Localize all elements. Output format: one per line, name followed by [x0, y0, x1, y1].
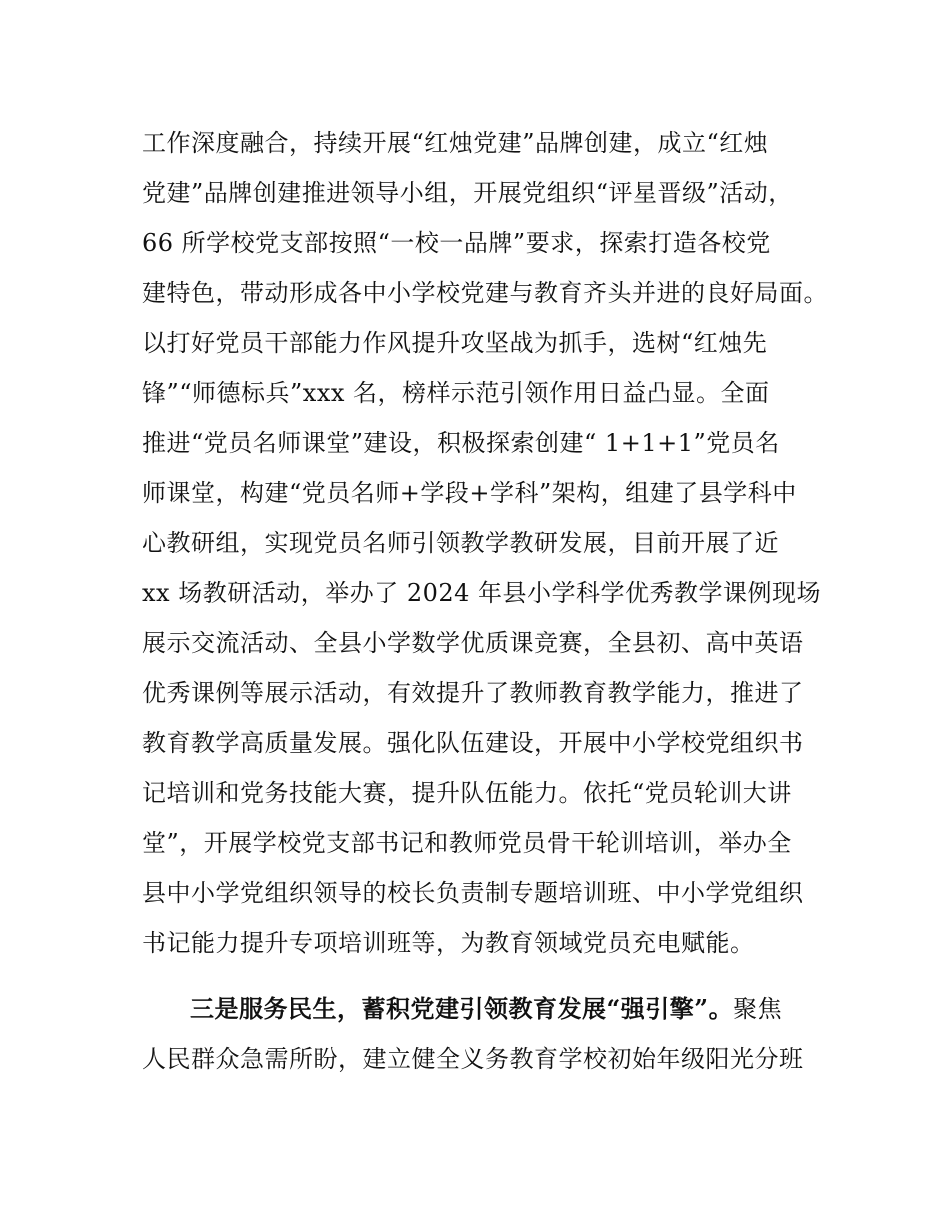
paragraph-line: 66 所学校党支部按照“一校一品牌”要求，探索打造各校党 — [142, 229, 771, 257]
paragraph-line: 党建”品牌创建推进领导小组，开展党组织“评星晋级”活动， — [142, 179, 793, 207]
paragraph-line: 记培训和党务技能大赛，提升队伍能力。依托“党员轮训大讲 — [142, 779, 792, 807]
paragraph-line: 人民群众急需所盼，建立健全义务教育学校初始年级阳光分班 — [142, 1045, 804, 1073]
paragraph-line: 展示交流活动、全县小学数学优质课竞赛，全县初、高中英语 — [142, 629, 804, 657]
section-heading: 三是服务民生，蓄积党建引领教育发展“强引擎”。 — [190, 994, 734, 1023]
paragraph-line: 心教研组，实现党员名师引领教学教研发展，目前开展了近 — [142, 529, 779, 557]
paragraph-line: 以打好党员干部能力作风提升攻坚战为抓手，选树“红烛先 — [142, 329, 768, 357]
paragraph-line: 工作深度融合，持续开展“红烛党建”品牌创建，成立“红烛 — [142, 129, 769, 157]
paragraph-line: 推进“党员名师课堂”建设，积极探索创建“ 1+1+1”党员名 — [142, 429, 780, 457]
paragraph-line: 建特色，带动形成各中小学校党建与教育齐头并进的良好局面。 — [142, 279, 828, 307]
paragraph-text: 聚焦 — [733, 995, 783, 1023]
paragraph-line: 县中小学党组织领导的校长负责制专题培训班、中小学党组织 — [142, 879, 804, 907]
paragraph-line: 教育教学高质量发展。强化队伍建设，开展中小学校党组织书 — [142, 729, 804, 757]
paragraph-line: 优秀课例等展示活动，有效提升了教师教育教学能力，推进了 — [142, 679, 804, 707]
paragraph-line: 锋”“师德标兵”xxx 名，榜样示范引领作用日益凸显。全面 — [142, 379, 770, 407]
paragraph-line: xx 场教研活动，举办了 2024 年县小学科学优秀教学课例现场 — [142, 579, 822, 607]
paragraph-line: 师课堂，构建“党员名师+学段+学科”架构，组建了县学科中 — [142, 479, 797, 507]
paragraph-line — [190, 992, 782, 1026]
paragraph-line: 堂”，开展学校党支部书记和教师党员骨干轮训培训，举办全 — [142, 829, 792, 857]
paragraph-line: 书记能力提升专项培训班等，为教育领域党员充电赋能。 — [142, 929, 755, 957]
